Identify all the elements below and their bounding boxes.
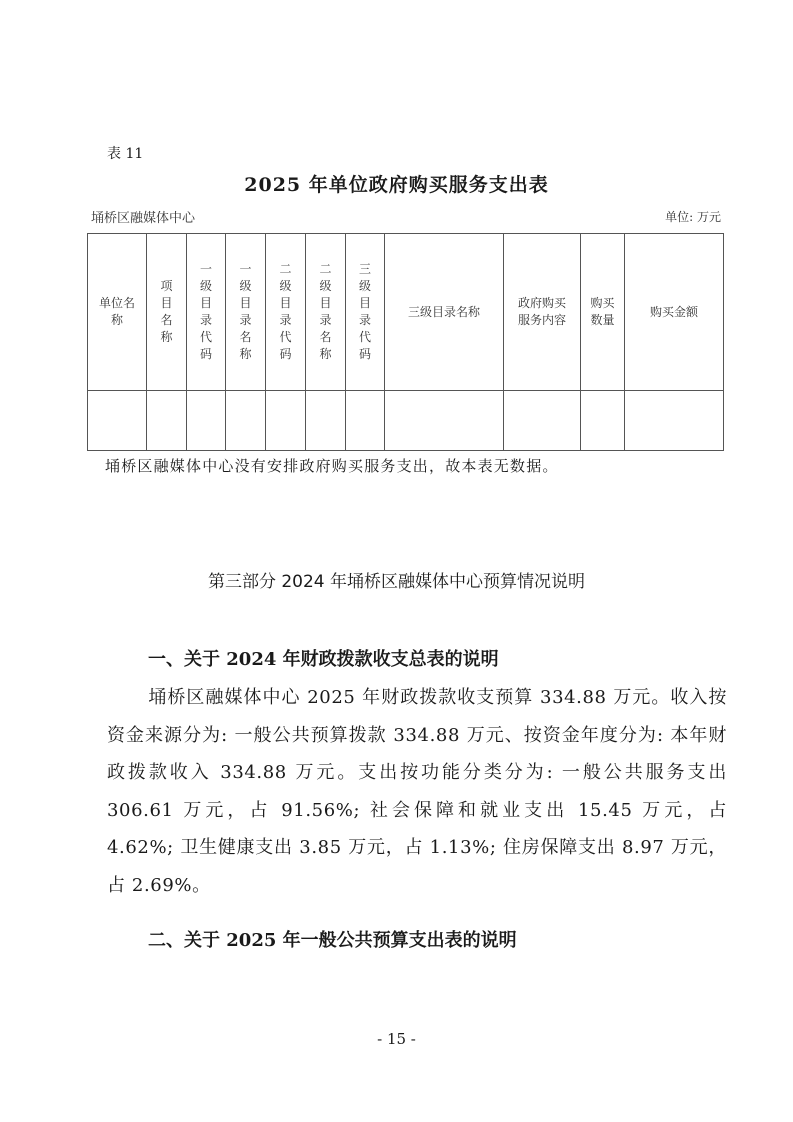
header-cell: 二级目录名称 — [306, 234, 346, 391]
header-cell: 一级目录代码 — [187, 234, 226, 391]
table-cell — [266, 391, 306, 451]
header-cell: 政府购买服务内容 — [504, 234, 581, 391]
table-number-label: 表 11 — [107, 146, 144, 162]
section-one-heading: 一、关于 2024 年财政拨款收支总表的说明 — [148, 649, 499, 670]
table-cell — [346, 391, 385, 451]
section-two-heading: 二、关于 2025 年一般公共预算支出表的说明 — [148, 930, 517, 951]
header-cell: 二级目录代码 — [266, 234, 306, 391]
table-cell — [385, 391, 504, 451]
government-service-purchase-table — [87, 233, 724, 451]
unit-name: 埇桥区融媒体中心 — [91, 211, 196, 226]
part-three-title: 第三部分 2024 年埇桥区融媒体中心预算情况说明 — [207, 572, 586, 592]
header-cell: 购买数量 — [581, 234, 625, 391]
table-cell — [504, 391, 581, 451]
table-header-row — [88, 234, 724, 391]
header-cell: 项目名称 — [147, 234, 187, 391]
table-cell — [147, 391, 187, 451]
header-cell: 三级目录名称 — [385, 234, 504, 391]
table-title: 2025 年单位政府购买服务支出表 — [244, 174, 549, 196]
table-cell — [226, 391, 266, 451]
table-cell — [88, 391, 147, 451]
header-cell: 单位名称 — [88, 234, 147, 391]
header-cell: 三级目录代码 — [346, 234, 385, 391]
table-cell — [625, 391, 724, 451]
page-number: - 15 - — [377, 1030, 416, 1048]
table-cell — [187, 391, 226, 451]
section-one-body — [107, 679, 727, 904]
header-cell: 一级目录名称 — [226, 234, 266, 391]
table-row — [88, 391, 724, 451]
table-cell — [306, 391, 346, 451]
table-note: 埇桥区融媒体中心没有安排政府购买服务支出，故本表无数据。 — [105, 457, 559, 475]
currency-unit-label: 单位: 万元 — [665, 210, 721, 224]
table-cell — [581, 391, 625, 451]
section-one-body-text: 埇桥区融媒体中心 2025 年财政拨款收支预算 334.88 万元。收入按资金来源分为: 一般公共预算拨款 334.88 万元、按资金年度分为: 本年财政拨款收入 334.88 万元。支出按功能分类分为: 一般公共服务支出 306.61 万元，占 91.56%; 社会保障和就业支出 15.45 万元，占 4.62%; 卫生健康支出 3.85 万元，占 1.13%; 住房保障支出 8.97 万元，占 2.69%。 — [107, 687, 727, 896]
header-cell: 购买金额 — [625, 234, 724, 391]
